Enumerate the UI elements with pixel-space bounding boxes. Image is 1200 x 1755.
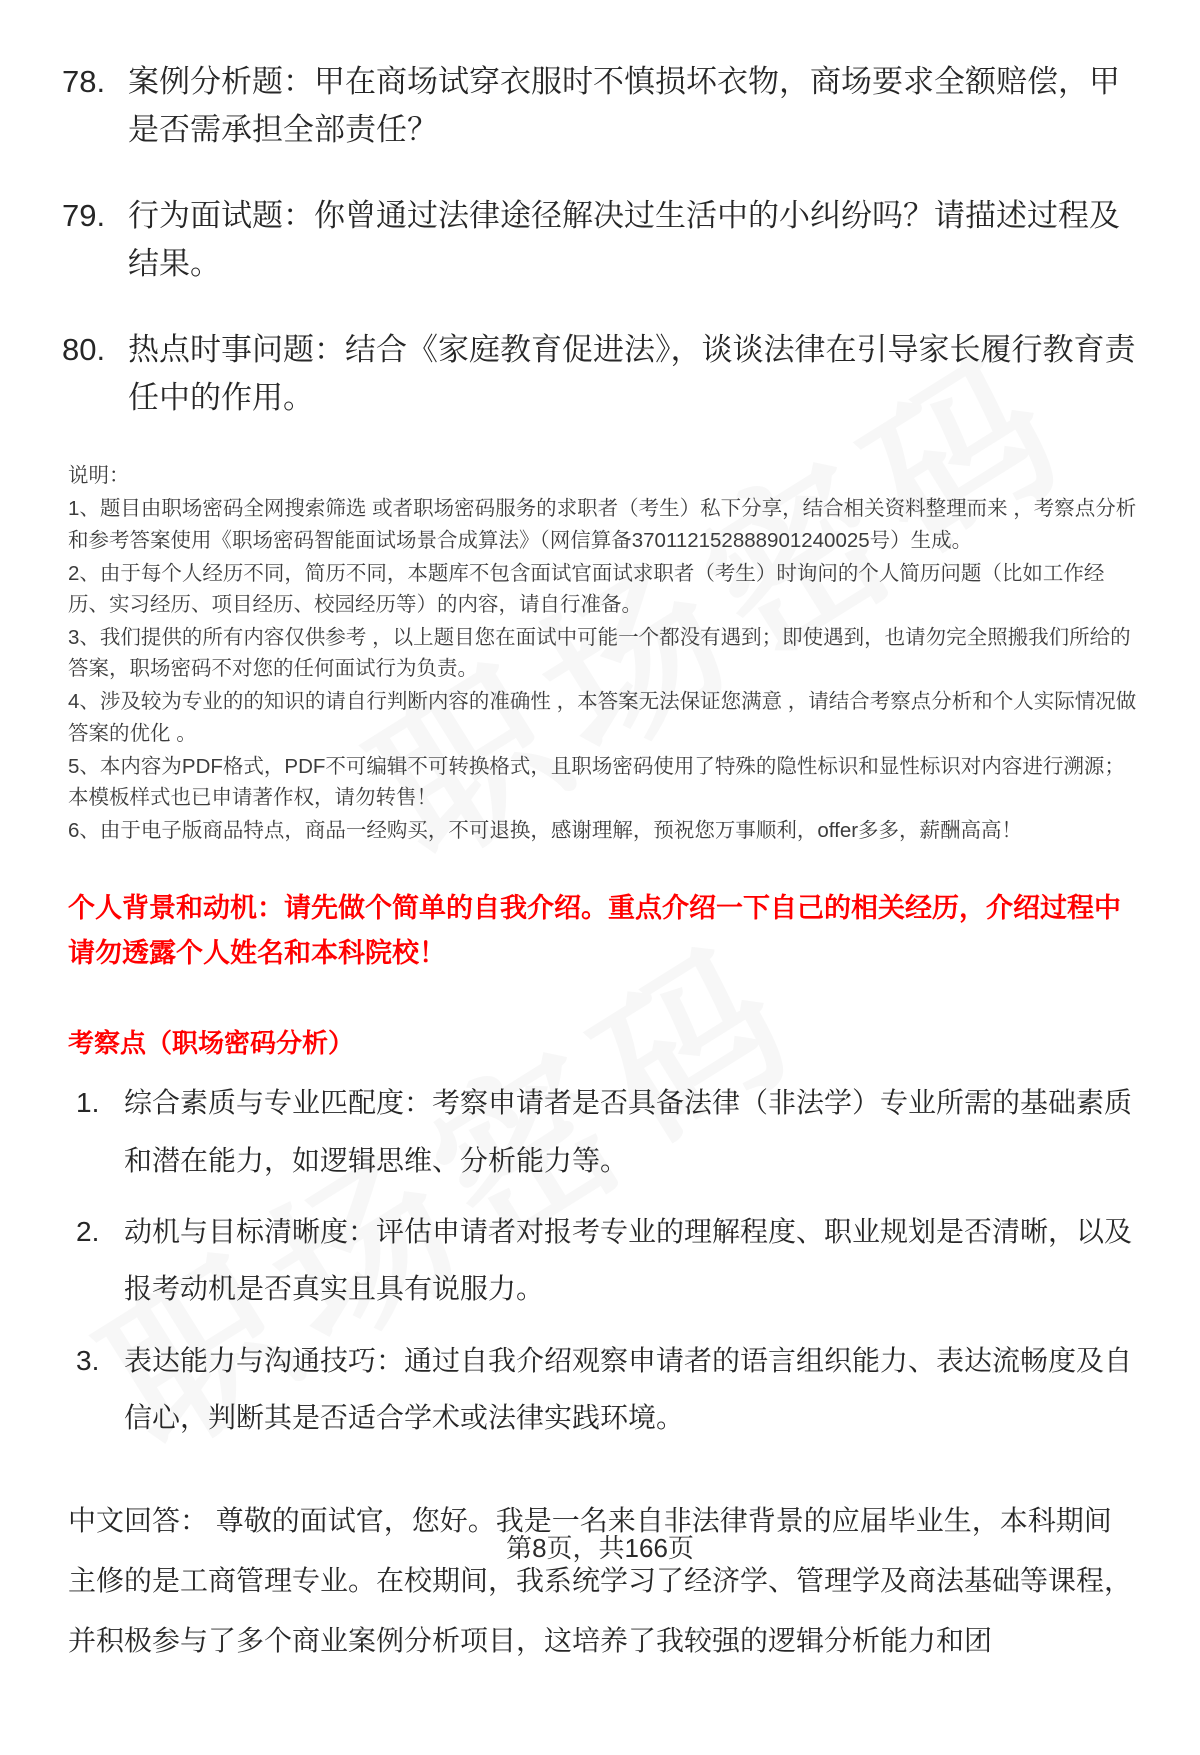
background-motivation-prompt: 个人背景和动机：请先做个简单的自我介绍。重点介绍一下自己的相关经历，介绍过程中请勿透露个人姓名和本科院校！	[68, 893, 1121, 968]
question-item-80	[62, 326, 1138, 422]
question-text: 热点时事问题：结合《家庭教育促进法》，谈谈法律在引导家长履行教育责任中的作用。	[128, 332, 1136, 416]
question-number: 80.	[62, 332, 106, 368]
question-item-79	[62, 192, 1138, 288]
notes-title: 说明：	[68, 464, 130, 488]
note-item: 4、涉及较为专业的的知识的请自行判断内容的准确性 ，本答案无法保证您满意 ，请结合考察点分析和个人实际情况做答案的优化 。	[68, 690, 1137, 745]
analysis-list	[62, 1074, 1138, 1446]
question-item-78	[62, 58, 1138, 154]
analysis-item	[62, 1203, 1138, 1318]
question-text: 案例分析题：甲在商场试穿衣服时不慎损坏衣物，商场要求全额赔偿，甲是否需承担全部责任？	[128, 64, 1120, 148]
notes-section	[62, 460, 1138, 846]
analysis-text: 动机与目标清晰度：评估申请者对报考专业的理解程度、职业规划是否清晰，以及报考动机是否真实且具有说服力。	[124, 1216, 1133, 1305]
note-item: 6、由于电子版商品特点，商品一经购买，不可退换，感谢理解，预祝您万事顺利，offer多多，薪酬高高！	[68, 819, 1023, 842]
note-item: 3、我们提供的所有内容仅供参考 ，以上题目您在面试中可能一个都没有遇到；即使遇到，也请勿完全照搬我们所给的答案，职场密码不对您的任何面试行为负责。	[68, 626, 1131, 681]
note-item: 5、本内容为PDF格式，PDF不可编辑不可转换格式，且职场密码使用了特殊的隐性标识和显性标识对内容进行溯源；本模板样式也已申请著作权，请勿转售！	[68, 754, 1125, 809]
chinese-answer-paragraph: 中文回答： 尊敬的面试官，您好。我是一名来自非法律背景的应届毕业生，本科期间主修的是工商管理专业。在校期间，我系统学习了经济学、管理学及商法基础等课程，并积极参与了多个商业案例分析项目，这培养了我较强的逻辑分析能力和团	[68, 1504, 1133, 1656]
analysis-text: 表达能力与沟通技巧：通过自我介绍观察申请者的语言组织能力、表达流畅度及自信心，判断其是否适合学术或法律实践环境。	[124, 1344, 1133, 1434]
analysis-item	[62, 1074, 1138, 1189]
question-number: 78.	[62, 64, 106, 99]
analysis-text: 综合素质与专业匹配度：考察申请者是否具备法律（非法学）专业所需的基础素质和潜在能力，如逻辑思维、分析能力等。	[124, 1087, 1133, 1176]
note-item: 2、由于每个人经历不同，简历不同，本题库不包含面试官面试求职者（考生）时询问的个人简历问题（比如工作经历、实习经历、项目经历、校园经历等）的内容，请自行准备。	[68, 561, 1105, 616]
analysis-number: 1.	[76, 1087, 100, 1119]
analysis-number: 2.	[76, 1216, 100, 1248]
question-text: 行为面试题：你曾通过法律途径解决过生活中的小纠纷吗？请描述过程及结果。	[128, 198, 1120, 282]
analysis-section-heading: 考察点（职场密码分析）	[68, 1028, 355, 1059]
page-number-footer: 第8页，共166页	[506, 1533, 694, 1563]
question-number: 79.	[62, 198, 106, 234]
page-content	[62, 58, 1138, 1671]
note-item: 1、题目由职场密码全网搜索筛选 或者职场密码服务的求职者（考生）私下分享，结合相关资料整理而来 ，考察点分析和参考答案使用《职场密码智能面试场景合成算法》（网信算备370112152888901240025号）生成。	[68, 497, 1137, 552]
analysis-number: 3.	[76, 1344, 100, 1376]
analysis-item	[62, 1332, 1138, 1447]
